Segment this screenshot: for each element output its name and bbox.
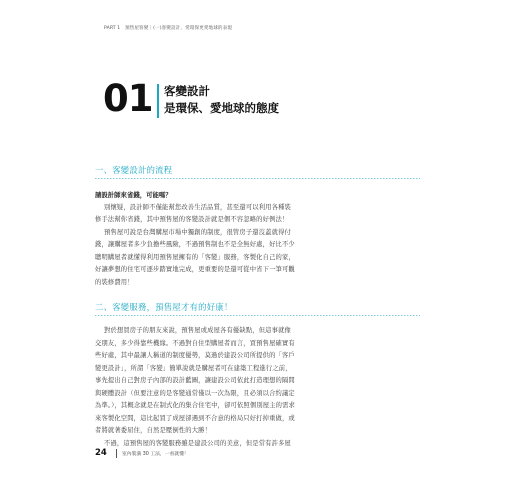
body-line: 變更設計」，所謂「客變」簡單說就是購屋者可在建築工程進行之前， xyxy=(95,365,292,372)
body-line: 好讓夢想的住宅可逐步踏實地完成，更重要的是還可從中省下一筆可觀 xyxy=(95,266,295,273)
footer-divider xyxy=(116,449,117,458)
body-line: 聰明購屋者就懂得利用預售屋擁有的「客變」服務，客製化自己的家， xyxy=(95,254,295,261)
body-line: 者將就著委屈住，自然是壓倒性的大勝！ xyxy=(95,427,212,434)
body-line: 與硬體設計（但要注意的是客變通常僅以一次為限，且必須以合約議定 xyxy=(95,390,295,397)
section-title-1: 一、客變設計的流程 xyxy=(95,165,173,175)
chapter-title-line2: 是環保、愛地球的態度 xyxy=(164,100,279,115)
section-divider-1 xyxy=(95,178,420,179)
body-line: 為準。），其概念就是在制式化的集合住宅中，卻可依照個別屋主的需求 xyxy=(95,402,295,409)
chapter-title-line1: 客變設計 xyxy=(164,84,210,98)
body-line: 別懷疑，設計師不僅能幫您改善生活品質，甚至還可以利用各種裝 xyxy=(104,204,291,211)
chapter-title xyxy=(164,83,279,116)
body-line: 不過，這預售屋的客變服務雖是建設公司的美意，但是常有許多屋 xyxy=(104,440,291,447)
body-line: 預售屋可說是台灣購屋市場中獨創的制度，很管房子還沒蓋就得付 xyxy=(104,229,291,236)
running-head: PART 1 預售屋客變｜(一)客變設計，愛環保更愛地球的表現 xyxy=(104,26,233,31)
page-number: 24 xyxy=(95,448,107,458)
body-line: 來客製化空間，這比起買了成屋卻遇到不合意的格局只好打掉重做，或 xyxy=(95,415,295,422)
subhead: 請設計師來省錢，可能嗎？ xyxy=(95,191,172,199)
body-line: 些好處，其中最讓人稱道的制度優勢，莫過於建設公司所提供的「客戶 xyxy=(95,352,295,359)
body-line: 修手法幫你省錢，其中預售屋的客變設計就是個不容忽略的好例法！ xyxy=(95,216,289,223)
section-title-2: 二、客變服務，預售屋才有的好康！ xyxy=(95,302,233,312)
body-line: 事先提出自己對房子內部的設計藍圖，讓建設公司依此打造理想的隔間 xyxy=(95,377,295,384)
body-line: 對於想買房子的朋友來說，預售屋或成屋各有優缺點，但這事就像 xyxy=(104,327,291,334)
chapter-divider xyxy=(157,84,159,118)
body-line: 錢，讓購屋者多少負擔些風險，不過預售制也不是全無好處，好比不少 xyxy=(95,241,295,248)
footer-book-title: 室內裝潢 30 工法，一看就懂！ xyxy=(122,452,189,457)
chapter-number: 01 xyxy=(103,77,153,120)
body-line: 交朋友，多少得靠些機緣。不過對自住型購屋者而言，買預售屋確實有 xyxy=(95,340,295,347)
body-line: 的裝修費用！ xyxy=(95,279,134,286)
section-divider-2 xyxy=(95,315,420,316)
